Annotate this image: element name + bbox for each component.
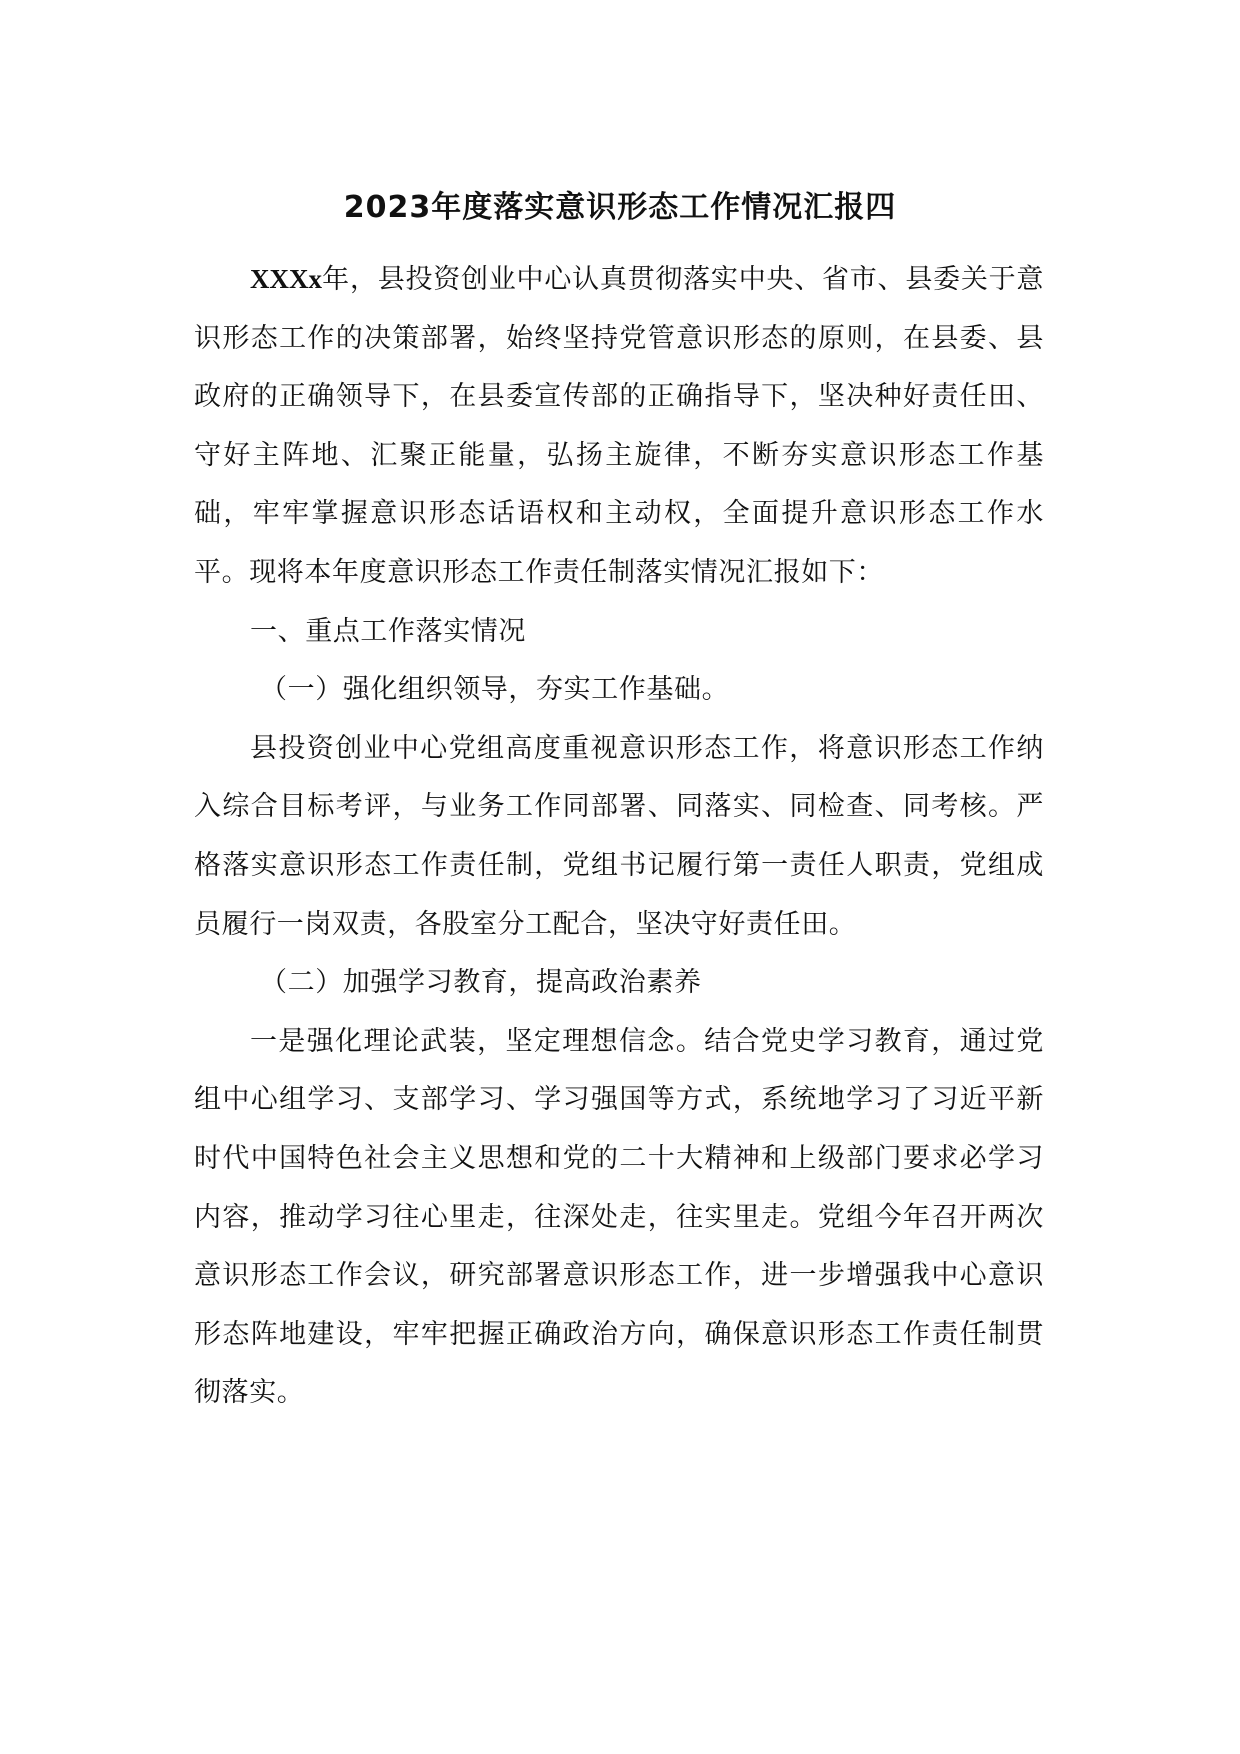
intro-paragraph: [194, 250, 1044, 603]
subsection-2-paragraph: 一是强化理论武装，坚定理想信念。结合党史学习教育，通过党组中心组学习、支部学习、学习强国等方式，系统地学习了习近平新时代中国特色社会主义思想和党的二十大精神和上级部门要求必学习内容，推动学习往心里走，往深处走，往实里走。党组今年召开两次意识形态工作会议，研究部署意识形态工作，进一步增强我中心意识形态阵地建设，牢牢把握正确政治方向，确保意识形态工作责任制贯彻落实。: [194, 1025, 1044, 1409]
intro-lead: XXXx: [250, 264, 322, 294]
subsection-heading-1: （一）强化组织领导，夯实工作基础。: [260, 674, 730, 706]
subsection-heading-2: （二）加强学习教育，提高政治素养: [260, 967, 702, 999]
section-heading-1: 一、重点工作落实情况: [250, 615, 526, 647]
intro-text: 年，县投资创业中心认真贯彻落实中央、省市、县委关于意识形态工作的决策部署，始终坚持党管意识形态的原则，在县委、县政府的正确领导下，在县委宣传部的正确指导下，坚决种好责任田、守好主阵地、汇聚正能量，弘扬主旋律，不断夯实意识形态工作基础，牢牢掌握意识形态话语权和主动权，全面提升意识形态工作水平。现将本年度意识形态工作责任制落实情况汇报如下：: [194, 264, 1044, 588]
document-body: [194, 250, 1044, 1423]
subsection-1-paragraph: 县投资创业中心党组高度重视意识形态工作，将意识形态工作纳入综合目标考评，与业务工作同部署、同落实、同检查、同考核。严格落实意识形态工作责任制，党组书记履行第一责任人职责，党组成员履行一岗双责，各股室分工配合，坚决守好责任田。: [194, 732, 1044, 940]
document-title: 2023年度落实意识形态工作情况汇报四: [343, 190, 897, 225]
